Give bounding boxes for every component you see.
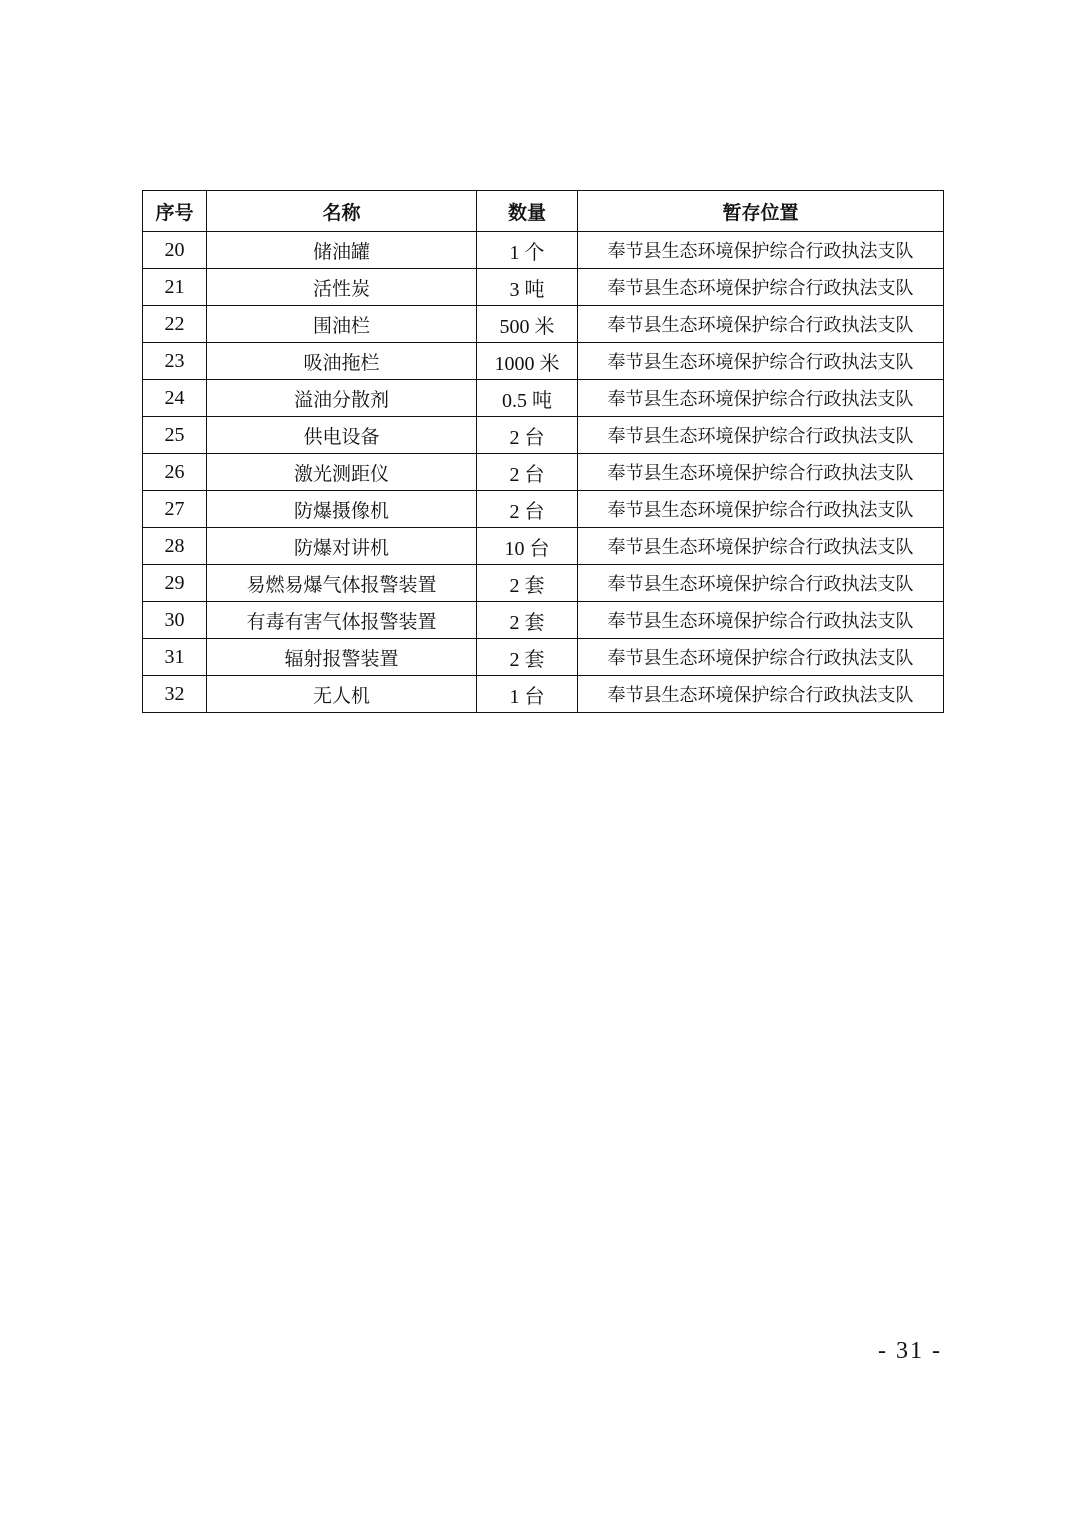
- cell-qty: 1 台: [477, 676, 578, 713]
- cell-seq: 27: [143, 491, 207, 528]
- cell-location: 奉节县生态环境保护综合行政执法支队: [578, 269, 944, 306]
- table-row: [143, 528, 944, 565]
- cell-location: 奉节县生态环境保护综合行政执法支队: [578, 491, 944, 528]
- header-qty: 数量: [477, 191, 578, 232]
- table-row: [143, 232, 944, 269]
- cell-name: 储油罐: [207, 232, 477, 269]
- cell-qty: 2 台: [477, 417, 578, 454]
- cell-name: 活性炭: [207, 269, 477, 306]
- table-row: [143, 417, 944, 454]
- cell-seq: 22: [143, 306, 207, 343]
- cell-seq: 25: [143, 417, 207, 454]
- cell-location: 奉节县生态环境保护综合行政执法支队: [578, 380, 944, 417]
- cell-qty: 0.5 吨: [477, 380, 578, 417]
- cell-seq: 23: [143, 343, 207, 380]
- cell-location: 奉节县生态环境保护综合行政执法支队: [578, 306, 944, 343]
- table-row: [143, 380, 944, 417]
- cell-qty: 1000 米: [477, 343, 578, 380]
- table-row: [143, 306, 944, 343]
- table-row: [143, 269, 944, 306]
- cell-seq: 31: [143, 639, 207, 676]
- cell-qty: 10 台: [477, 528, 578, 565]
- cell-location: 奉节县生态环境保护综合行政执法支队: [578, 676, 944, 713]
- table-row: [143, 491, 944, 528]
- cell-location: 奉节县生态环境保护综合行政执法支队: [578, 417, 944, 454]
- cell-location: 奉节县生态环境保护综合行政执法支队: [578, 454, 944, 491]
- cell-name: 围油栏: [207, 306, 477, 343]
- cell-seq: 24: [143, 380, 207, 417]
- cell-location: 奉节县生态环境保护综合行政执法支队: [578, 343, 944, 380]
- page-number: - 31 -: [878, 1338, 942, 1364]
- cell-qty: 2 套: [477, 639, 578, 676]
- cell-qty: 2 台: [477, 491, 578, 528]
- cell-name: 激光测距仪: [207, 454, 477, 491]
- cell-qty: 3 吨: [477, 269, 578, 306]
- header-seq: 序号: [143, 191, 207, 232]
- cell-qty: 1 个: [477, 232, 578, 269]
- cell-name: 溢油分散剂: [207, 380, 477, 417]
- table-row: [143, 639, 944, 676]
- cell-seq: 26: [143, 454, 207, 491]
- table-row: [143, 454, 944, 491]
- cell-location: 奉节县生态环境保护综合行政执法支队: [578, 602, 944, 639]
- cell-seq: 32: [143, 676, 207, 713]
- cell-seq: 30: [143, 602, 207, 639]
- table-row: [143, 343, 944, 380]
- table-row: [143, 602, 944, 639]
- cell-seq: 28: [143, 528, 207, 565]
- equipment-table: [142, 190, 944, 713]
- cell-qty: 500 米: [477, 306, 578, 343]
- table-header-row: [143, 191, 944, 232]
- cell-seq: 20: [143, 232, 207, 269]
- table-row: [143, 565, 944, 602]
- cell-qty: 2 套: [477, 565, 578, 602]
- cell-seq: 29: [143, 565, 207, 602]
- cell-name: 供电设备: [207, 417, 477, 454]
- cell-seq: 21: [143, 269, 207, 306]
- cell-qty: 2 套: [477, 602, 578, 639]
- cell-name: 有毒有害气体报警装置: [207, 602, 477, 639]
- cell-name: 易燃易爆气体报警装置: [207, 565, 477, 602]
- cell-location: 奉节县生态环境保护综合行政执法支队: [578, 639, 944, 676]
- header-name: 名称: [207, 191, 477, 232]
- table-body: [143, 232, 944, 713]
- header-location: 暂存位置: [578, 191, 944, 232]
- cell-location: 奉节县生态环境保护综合行政执法支队: [578, 232, 944, 269]
- cell-name: 防爆摄像机: [207, 491, 477, 528]
- cell-name: 辐射报警装置: [207, 639, 477, 676]
- cell-location: 奉节县生态环境保护综合行政执法支队: [578, 565, 944, 602]
- cell-qty: 2 台: [477, 454, 578, 491]
- cell-name: 无人机: [207, 676, 477, 713]
- cell-name: 吸油拖栏: [207, 343, 477, 380]
- cell-location: 奉节县生态环境保护综合行政执法支队: [578, 528, 944, 565]
- cell-name: 防爆对讲机: [207, 528, 477, 565]
- table-row: [143, 676, 944, 713]
